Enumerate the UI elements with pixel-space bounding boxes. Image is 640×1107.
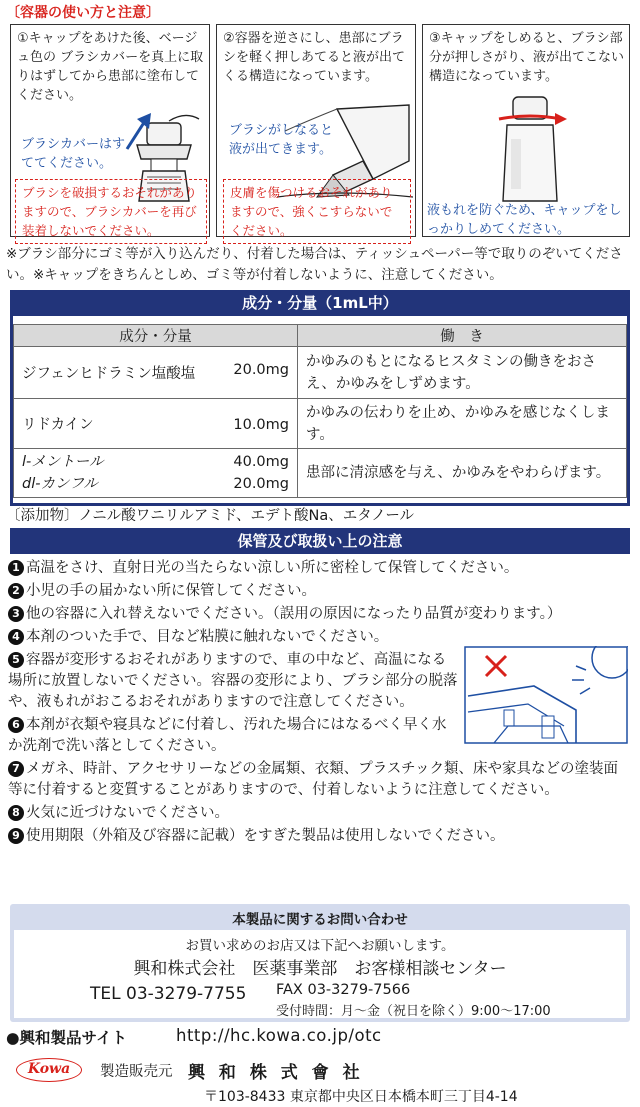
storage-item-text: 他の容器に入れ替えないでください。（誤用の原因になったり品質が変わります。） bbox=[26, 606, 562, 622]
kowa-logo: Kowa bbox=[16, 1058, 82, 1082]
list-item bbox=[8, 759, 632, 801]
ingredient-effect: 患部に清涼感を与え、かゆみをやわらげます。 bbox=[298, 449, 627, 498]
storage-item-text: 容器が変形するおそれがありますので、車の中など、高温になる場所に放置しないでください。容器の変形により、ブラシ部分の脱落や、液もれがおこるおそれがありますので注意してください。 bbox=[8, 652, 458, 710]
list-item bbox=[8, 826, 632, 847]
step-1-text: ①キャップをあけた後、ベージュ色の ブラシカバーを真上に取りはずしてから患部に塗布してください。 bbox=[17, 31, 204, 103]
usage-step-1 bbox=[10, 24, 210, 237]
usage-footnote: ※ブラシ部分にゴミ等が入り込んだり、付着した場合は、ティッシュペーパー等で取りのぞいてください。※キャップをきちんとしめ、ゴミ等が付着しないように、注意してください。 bbox=[6, 246, 623, 283]
storage-item-text: 本剤のついた手で、目など粘膜に触れないでください。 bbox=[26, 629, 389, 645]
contact-box bbox=[10, 904, 630, 1022]
storage-item-text: 高温をさけ、直射日光の当たらない涼しい所に密栓して保管してください。 bbox=[26, 560, 519, 576]
table-row bbox=[14, 399, 627, 449]
list-item bbox=[8, 581, 632, 602]
usage-step-2 bbox=[216, 24, 416, 237]
step-1-note: ブラシカバーはすててください。 bbox=[21, 137, 126, 171]
cap-closing-illustration bbox=[485, 89, 575, 205]
ingredients-frame bbox=[10, 316, 630, 506]
number-badge: 4 bbox=[8, 629, 24, 645]
list-item bbox=[8, 627, 632, 648]
ingredient-amount: 40.0mg bbox=[233, 454, 289, 470]
storage-item-text: 使用期限（外箱及び容器に記載）をすぎた製品は使用しないでください。 bbox=[26, 828, 505, 844]
table-row bbox=[14, 449, 627, 498]
step-3-text: ③キャップをしめると、ブラシ部分が押しさがり、液が出てこない構造になっています。 bbox=[429, 31, 625, 84]
number-badge: 5 bbox=[8, 652, 24, 668]
ingredients-title: 成分・分量（1mL中） bbox=[10, 290, 630, 316]
maker-address: 〒103-8433 東京都中央区日本橋本町三丁目4-14 bbox=[204, 1089, 518, 1105]
contact-intro: お買い求めのお店又は下記へお願いします。 bbox=[185, 938, 455, 954]
step-2-text: ②容器を逆さにし、患部にブラシを軽く押しあてると液が出てくる構造になっています。 bbox=[223, 31, 406, 84]
step-2-note: ブラシがしなると液が出てきます。 bbox=[229, 123, 334, 157]
table-row bbox=[14, 347, 627, 399]
step-1-warning: ブラシを破損するおそれがありますので、ブラシカバーを再び装着しないでください。 bbox=[15, 179, 207, 244]
storage-item-text: 本剤が衣類や寝具などに付着し、汚れた場合にはなるべく早く水か洗剤で洗い落としてください。 bbox=[8, 717, 447, 754]
additives: 〔添加物〕ノニル酸ワニリルアミド、エデト酸Na、エタノール bbox=[6, 508, 415, 524]
list-item bbox=[8, 650, 458, 713]
list-item bbox=[8, 803, 632, 824]
number-badge: 7 bbox=[8, 761, 24, 777]
contact-company: 興和株式会社 医薬事業部 お客様相談センター bbox=[133, 959, 507, 979]
number-badge: 2 bbox=[8, 583, 24, 599]
contact-fax: FAX 03-3279-7566 bbox=[276, 982, 411, 998]
usage-step-3 bbox=[422, 24, 630, 237]
storage-title: 保管及び取扱い上の注意 bbox=[10, 528, 630, 554]
number-badge: 3 bbox=[8, 606, 24, 622]
site-url[interactable]: http://hc.kowa.co.jp/otc bbox=[176, 1026, 382, 1045]
ingredient-name: ジフェンヒドラミン塩酸塩 bbox=[22, 366, 196, 382]
ingredient-effect: かゆみの伝わりを止め、かゆみを感じなくします。 bbox=[298, 399, 627, 449]
ingredient-effect: かゆみのもとになるヒスタミンの働きをおさえ、かゆみをしずめます。 bbox=[298, 347, 627, 399]
site-label: ●興和製品サイト bbox=[6, 1029, 127, 1047]
ingredients-table bbox=[13, 324, 627, 498]
ingredient-amount: 10.0mg bbox=[233, 417, 289, 433]
number-badge: 8 bbox=[8, 805, 24, 821]
ingredient-amount: 20.0mg bbox=[233, 476, 289, 492]
ingredients-col-effect: 働 き bbox=[298, 325, 627, 347]
contact-hours: 受付時間：月〜金（祝日を除く）9:00〜17:00 bbox=[276, 1004, 551, 1019]
list-item bbox=[8, 558, 632, 579]
ingredients-col-name: 成分・分量 bbox=[14, 325, 298, 347]
car-heat-warning-illustration bbox=[464, 646, 628, 744]
list-item bbox=[8, 604, 632, 625]
storage-item-text: 火気に近づけないでください。 bbox=[26, 805, 229, 821]
ingredient-name: リドカイン bbox=[22, 417, 94, 433]
ingredient-amount: 20.0mg bbox=[233, 362, 289, 378]
storage-item-text: メガネ、時計、アクセサリーなどの金属類、衣類、プラスチック類、床や家具などの塗装面等に付着すると変質することがありますので、付着しないように注意してください。 bbox=[8, 761, 619, 798]
number-badge: 9 bbox=[8, 828, 24, 844]
contact-tel: TEL 03-3279-7755 bbox=[90, 984, 247, 1004]
step-2-warning: 皮膚を傷つけるおそれがありますので、強くこすらないでください。 bbox=[223, 179, 411, 244]
maker-label: 製造販売元 bbox=[100, 1064, 173, 1080]
list-item bbox=[8, 715, 458, 757]
number-badge: 1 bbox=[8, 560, 24, 576]
usage-heading: 〔容器の使い方と注意〕 bbox=[6, 5, 160, 21]
ingredient-name: l-メントール bbox=[22, 454, 104, 470]
storage-item-text: 小児の手の届かない所に保管してください。 bbox=[26, 583, 316, 599]
step-3-note: 液もれを防ぐため、キャップをしっかりしめてください。 bbox=[427, 203, 622, 237]
contact-header: 本製品に関するお問い合わせ bbox=[232, 912, 408, 928]
ingredient-name: dl-カンフル bbox=[22, 476, 98, 492]
number-badge: 6 bbox=[8, 717, 24, 733]
maker-name: 興 和 株 式 會 社 bbox=[188, 1063, 364, 1083]
